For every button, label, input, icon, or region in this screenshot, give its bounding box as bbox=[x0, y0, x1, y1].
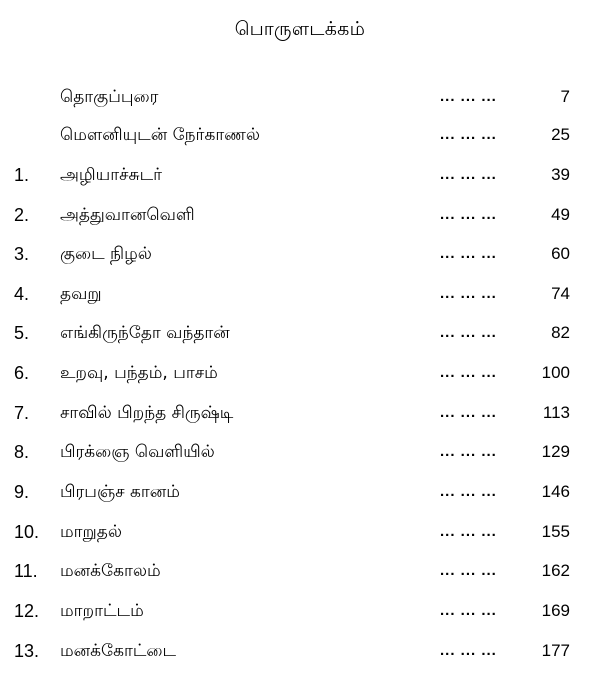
toc-entry-title: பிரக்ஞை வெளியில் bbox=[60, 442, 215, 462]
toc-entry-title: மாறுதல் bbox=[60, 522, 122, 542]
toc-entry-title: மௌனியுடன் நேர்காணல் bbox=[60, 125, 260, 145]
toc-entry-leader: ... ... ... bbox=[440, 245, 497, 262]
toc-entry-page: 25 bbox=[551, 125, 570, 144]
toc-entry-leader: ... ... ... bbox=[440, 126, 497, 143]
toc-entry-title: தவறு bbox=[60, 284, 102, 304]
toc-entry bbox=[0, 160, 600, 190]
toc-entry bbox=[0, 437, 600, 467]
toc-entry-title: அழியாச்சுடர் bbox=[60, 165, 162, 185]
toc-entry-leader: ... ... ... bbox=[440, 483, 497, 500]
toc-entry-title: தொகுப்புரை bbox=[60, 87, 159, 107]
page-title: பொருளடக்கம் bbox=[234, 18, 366, 40]
toc-entry-title: மனக்கோட்டை bbox=[60, 641, 177, 661]
toc-entry-page: 100 bbox=[541, 363, 570, 382]
toc-entry-page: 162 bbox=[541, 561, 570, 580]
toc-entry-page: 49 bbox=[551, 205, 570, 224]
toc-entry-title: அத்துவானவெளி bbox=[60, 205, 195, 225]
toc-entry bbox=[0, 596, 600, 626]
toc-entry-title: மாறாட்டம் bbox=[60, 601, 144, 621]
toc-entry-page: 169 bbox=[541, 601, 570, 620]
toc-entry bbox=[0, 517, 600, 547]
toc-entry-leader: ... ... ... bbox=[440, 443, 497, 460]
toc-entry-leader: ... ... ... bbox=[440, 602, 497, 619]
toc-entry bbox=[0, 398, 600, 428]
toc-entry-page: 74 bbox=[551, 284, 570, 303]
toc-entry-title: பிரபஞ்ச கானம் bbox=[60, 482, 180, 502]
toc-entry-number: 11. bbox=[14, 561, 38, 581]
toc-entry-number: 6. bbox=[14, 363, 30, 383]
toc-entry-number: 4. bbox=[14, 284, 30, 304]
toc-entry-title: சாவில் பிறந்த சிருஷ்டி bbox=[60, 403, 234, 423]
toc-entry bbox=[0, 636, 600, 666]
toc-entry-page: 60 bbox=[551, 244, 570, 263]
toc-entry-page: 155 bbox=[541, 522, 570, 541]
toc-entry-leader: ... ... ... bbox=[440, 166, 497, 183]
toc-entry-leader: ... ... ... bbox=[440, 642, 497, 659]
toc-entry-page: 39 bbox=[551, 165, 570, 184]
toc-entry bbox=[0, 200, 600, 230]
toc-entry-title: குடை நிழல் bbox=[60, 244, 152, 264]
toc-entry bbox=[0, 318, 600, 348]
toc-entry bbox=[0, 279, 600, 309]
toc-entry bbox=[0, 120, 600, 150]
toc-entry-number: 5. bbox=[14, 323, 30, 343]
toc-entry-page: 82 bbox=[551, 323, 570, 342]
toc-entry-page: 146 bbox=[541, 482, 570, 501]
toc-entry bbox=[0, 358, 600, 388]
toc-entry-number: 8. bbox=[14, 442, 30, 462]
toc-entry-leader: ... ... ... bbox=[440, 206, 497, 223]
toc-entry-title: எங்கிருந்தோ வந்தான் bbox=[60, 323, 230, 343]
toc-entry-leader: ... ... ... bbox=[440, 562, 497, 579]
toc-entry-number: 7. bbox=[14, 403, 30, 423]
toc-entry-number: 1. bbox=[14, 165, 30, 185]
toc-entry-leader: ... ... ... bbox=[440, 285, 497, 302]
toc-entry-leader: ... ... ... bbox=[440, 88, 497, 105]
toc-entry-page: 177 bbox=[541, 641, 570, 660]
toc-entry-leader: ... ... ... bbox=[440, 324, 497, 341]
toc-entry-number: 10. bbox=[14, 522, 40, 542]
toc-entry-leader: ... ... ... bbox=[440, 364, 497, 381]
toc-entry-number: 12. bbox=[14, 601, 40, 621]
toc-entry bbox=[0, 82, 600, 112]
toc-entry-title: உறவு, பந்தம், பாசம் bbox=[60, 363, 218, 383]
toc-entry-page: 129 bbox=[541, 442, 570, 461]
toc-entry-title: மனக்கோலம் bbox=[60, 561, 161, 581]
toc-entry-number: 13. bbox=[14, 641, 40, 661]
toc-entry-number: 3. bbox=[14, 244, 30, 264]
toc-entry-number: 2. bbox=[14, 205, 30, 225]
toc-entry-page: 113 bbox=[542, 403, 570, 422]
toc-entry-leader: ... ... ... bbox=[440, 523, 497, 540]
toc-entry-leader: ... ... ... bbox=[440, 404, 497, 421]
toc-entry-number: 9. bbox=[14, 482, 30, 502]
toc-entry-page: 7 bbox=[560, 87, 570, 106]
toc-entry bbox=[0, 556, 600, 586]
toc-entry bbox=[0, 477, 600, 507]
toc-entry bbox=[0, 239, 600, 269]
